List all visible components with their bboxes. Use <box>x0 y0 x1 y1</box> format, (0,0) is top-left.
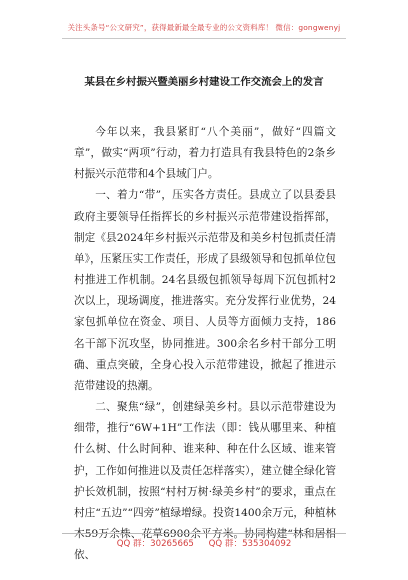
footer-qq-group-1: QQ 群：30265665 <box>116 539 194 549</box>
footer-contact <box>0 537 408 549</box>
document-body <box>74 122 336 566</box>
footer-qq-group-2: QQ 群：535304092 <box>208 539 292 549</box>
body-paragraph: 二、聚焦“绿”，创建绿美乡村。县以示范带建设为细带，推行“6W+1H”工作法（即：钱从哪里来、种植什么树、什么时间种、谁来种、种在什么区域、谁来管护，工作如何推进以及责任怎样落实），建立健全绿化管护长效机制，按照“村村万树·绿美乡村”的要求，重点在村庄“五边”“四旁”植绿增绿。投资1400余万元，种植林木59万余株、花草6900余平方米。协同构建“林和居相依、 <box>74 401 336 562</box>
header-notice: 关注头条号“公文研究”，获得最新最全最专业的公文资料库！ 微信：gongwenyj <box>67 23 341 32</box>
body-paragraph: 一、着力“带”，压实各方责任。县成立了以县委县政府主要领导任指挥长的乡村振兴示范带建设指挥部，制定《县2024年乡村振兴示范带及和美乡村包抓责任清单》，压紧压实工作责任，形成了县级领导和包抓单位包村推进工作机制。24名县级包抓领导每周下沉包抓村2次以上，现场调度，推进落实。充分发挥行业优势，24家包抓单位在资金、项目、人员等方面倾力支持，186名干部下沉攻坚，协同推进。300余名乡村干部分工明确、重点突破，全身心投入示范带建设，掀起了推进示范带建设的热潮。 <box>74 189 336 392</box>
document-title: 某县在乡村振兴暨美丽乡村建设工作交流会上的发言 <box>84 76 324 88</box>
body-paragraph: 今年以来，我县紧盯“八个美丽”，做好“四篇文章”，做实“两项”行动，着力打造具有我县特色的2条乡村振兴示范带和4个县域门户。 <box>74 126 336 181</box>
header-divider <box>62 38 346 39</box>
footer-divider <box>62 533 346 534</box>
